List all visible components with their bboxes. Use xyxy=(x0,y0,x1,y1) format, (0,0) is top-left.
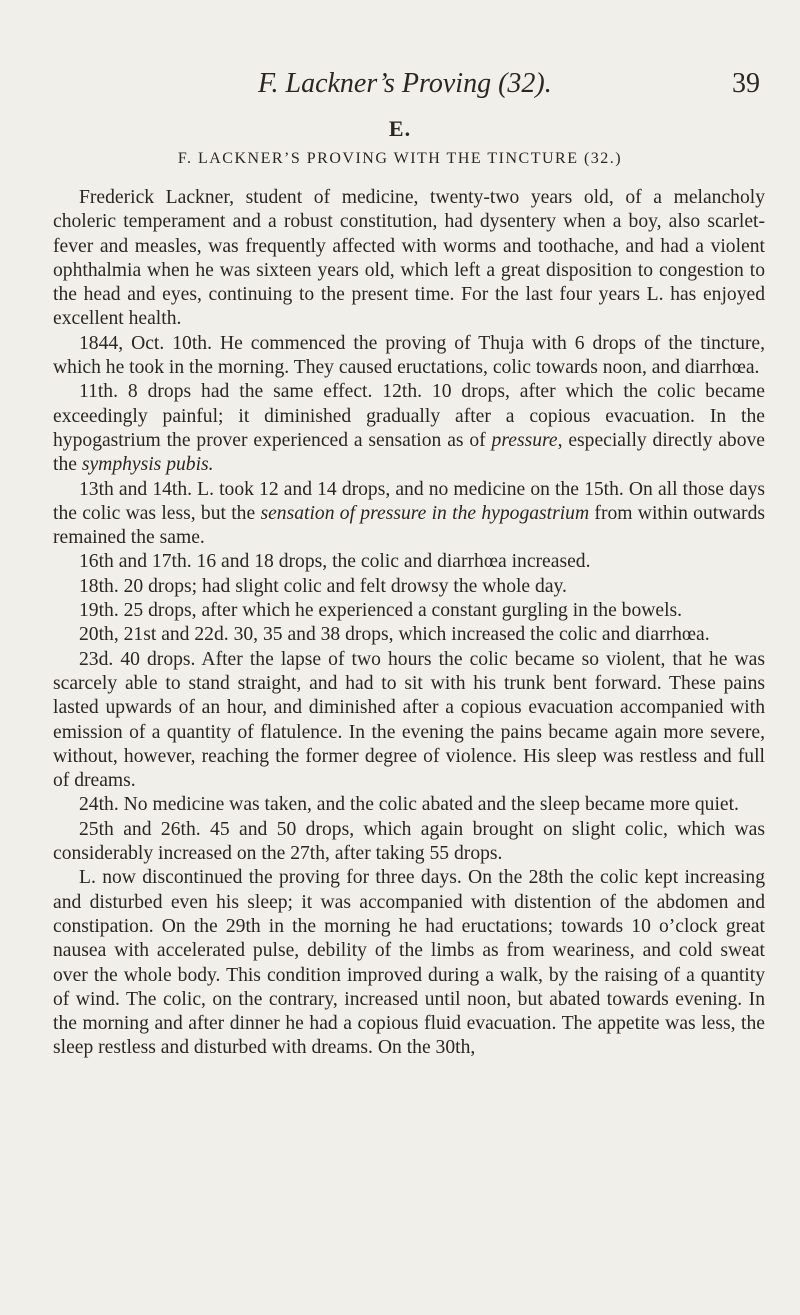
paragraph: 24th. No medicine was taken, and the colic abated and the sleep became more quiet. xyxy=(79,794,739,816)
text-run: from within outwards remained the same. xyxy=(53,502,765,549)
paragraph: 20th, 21st and 22d. 30, 35 and 38 drops, which increased the colic and diarrhœa. xyxy=(79,624,710,646)
paragraph: 19th. 25 drops, after which he experienced a constant gurgling in the bowels. xyxy=(79,600,683,622)
section-letter: E. xyxy=(388,116,412,141)
paragraph: 25th and 26th. 45 and 50 drops, which again brought on slight colic, which was considerably increased on the 27th, after taking 55 drops. xyxy=(53,818,765,865)
paragraph: 18th. 20 drops; had slight colic and felt drowsy the whole day. xyxy=(79,575,567,597)
paragraph xyxy=(53,478,765,551)
running-header xyxy=(258,68,760,100)
paragraph: L. now discontinued the proving for three days. On the 28th the colic kept increasing and disturbed even his sleep; it was accompanied with distention of the abdomen and constipation. On the 29th in the morning he had eructations; towards 10 o’clock great nausea with accelerated pulse, debility of the limbs as from weariness, and cold sweat over the whole body. This condition improved during a walk, by the raising of a quantity of wind. The colic, on the contrary, increased until noon, but abated towards evening. In the morning and after dinner he had a copious fluid evacuation. The appetite was less, the sleep restless and disturbed with dreams. On the 30th, xyxy=(53,867,765,1059)
section-title: F. LACKNER’S PROVING WITH THE TINCTURE (32.) xyxy=(177,150,623,167)
emphasis: pressure xyxy=(491,429,558,451)
page-number: 39 xyxy=(732,68,760,99)
paragraph: 1844, Oct. 10th. He commenced the proving of Thuja with 6 drops of the tincture, which he took in the morning. They caused eructations, colic towards noon, and diarrhœa. xyxy=(53,332,765,379)
emphasis: sensation of pressure in the hypogastrium xyxy=(260,502,590,524)
running-title: F. Lackner’s Proving (32). xyxy=(258,68,552,99)
emphasis: symphysis pubis. xyxy=(81,454,214,476)
text-run: , especially directly above the xyxy=(53,429,766,476)
text-run: 13th and 14th. L. took 12 and 14 drops, and no medicine on the 15th. On all those days the colic was less, but the xyxy=(53,478,765,524)
body-text xyxy=(53,186,765,1061)
paragraph xyxy=(53,380,765,477)
paragraph: 23d. 40 drops. After the lapse of two hours the colic became so violent, that he was scarcely able to stand straight, and had to sit with his trunk bent forward. These pains lasted upwards of an hour, and diminished after a copious evacuation accompanied with emission of a quantity of flatulence. In the evening the pains became again more severe, without, however, reaching the former degree of violence. His sleep was restless and full of dreams. xyxy=(53,648,765,792)
paragraph: 16th and 17th. 16 and 18 drops, the colic and diarrhœa increased. xyxy=(79,551,591,573)
text-run: 11th. 8 drops had the same effect. 12th. 10 drops, after which the colic became exceedingly painful; it diminished gradually after a copious evacuation. In the hypogastrium the prover experienced a sensation as of xyxy=(53,381,765,451)
paragraph: Frederick Lackner, student of medicine, twenty-two years old, of a melancholy choleric temperament and a robust constitution, had dysentery when a boy, also scarlet-fever and measles, was frequently affected with worms and toothache, and had a violent ophthalmia when he was sixteen years old, which left a great disposition to congestion to the head and eyes, continuing to the present time. For the last four years L. has enjoyed excellent health. xyxy=(53,187,765,330)
